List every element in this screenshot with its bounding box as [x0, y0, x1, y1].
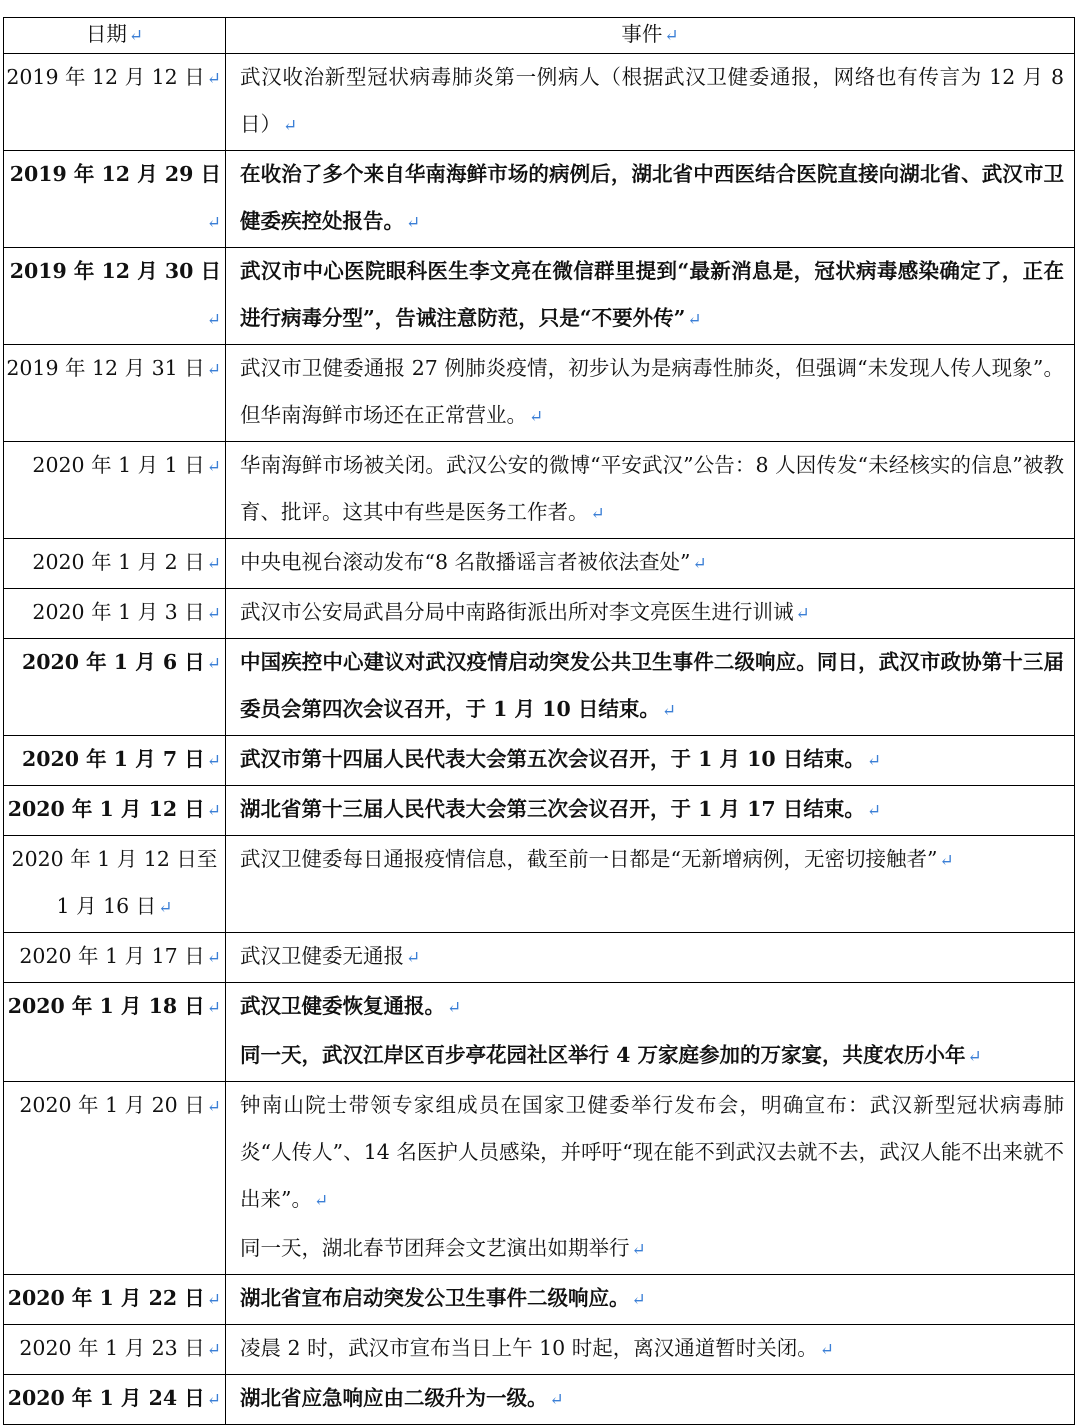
timeline-table	[3, 17, 1075, 1425]
event-paragraph	[240, 1275, 1064, 1324]
paragraph-mark-icon: ↵	[687, 310, 702, 330]
paragraph-mark-icon: ↵	[967, 1047, 982, 1067]
event-cell	[226, 1275, 1075, 1325]
paragraph-mark-icon: ↵	[549, 1390, 564, 1410]
paragraph-mark-icon: ↵	[447, 998, 462, 1018]
date-cell	[4, 736, 226, 786]
event-paragraph	[240, 248, 1064, 344]
event-cell	[226, 639, 1075, 736]
paragraph-mark-icon: ↵	[529, 407, 544, 427]
table-row	[4, 639, 1075, 736]
paragraph-mark-icon: ↵	[406, 213, 421, 233]
paragraph-mark-icon: ↵	[206, 801, 221, 821]
paragraph-mark-icon: ↵	[206, 1290, 221, 1310]
event-text: 武汉市卫健委通报 27 例肺炎疫情，初步认为是病毒性肺炎，但强调“未发现人传人现象”。但华南海鲜市场还在正常营业。	[240, 356, 1064, 427]
event-paragraph	[240, 151, 1064, 247]
event-paragraph	[240, 1225, 1064, 1274]
date-text: 2020 年 1 月 12 日至 1 月 16 日	[11, 847, 218, 918]
event-paragraph	[240, 933, 1064, 982]
paragraph-mark-icon: ↵	[283, 116, 298, 136]
date-cell	[4, 539, 226, 589]
date-text: 2020 年 1 月 17 日	[19, 944, 205, 968]
paragraph-mark-icon: ↵	[406, 948, 421, 968]
event-paragraph	[240, 54, 1064, 150]
event-text: 湖北省第十三届人民代表大会第三次会议召开，于 1 月 17 日结束。	[240, 797, 865, 821]
paragraph-mark-icon: ↵	[866, 751, 882, 771]
event-text: 华南海鲜市场被关闭。武汉公安的微博“平安武汉”公告：8 人因传发“未经核实的信息”被教育、批评。这其中有些是医务工作者。	[240, 453, 1064, 524]
event-cell	[226, 248, 1075, 345]
header-row	[4, 18, 1075, 54]
paragraph-mark-icon: ↵	[206, 69, 221, 89]
date-text: 2019 年 12 月 31 日	[6, 356, 205, 380]
paragraph-mark-icon: ↵	[206, 213, 221, 233]
paragraph-mark-icon: ↵	[158, 898, 173, 918]
date-text: 2020 年 1 月 7 日	[21, 747, 205, 771]
event-text: 武汉市第十四届人民代表大会第五次会议召开，于 1 月 10 日结束。	[240, 747, 865, 771]
date-text: 2020 年 1 月 6 日	[21, 650, 205, 674]
event-cell	[226, 345, 1075, 442]
paragraph-mark-icon: ↵	[206, 948, 221, 968]
event-paragraph	[240, 736, 1064, 785]
event-text: 武汉收治新型冠状病毒肺炎第一例病人（根据武汉卫健委通报，网络也有传言为 12 月 8 日）	[240, 65, 1064, 136]
table-row	[4, 248, 1075, 345]
event-cell	[226, 836, 1075, 933]
date-cell	[4, 589, 226, 639]
event-paragraph	[240, 1325, 1064, 1374]
paragraph-mark-icon: ↵	[313, 1191, 329, 1211]
paragraph-mark-icon: ↵	[631, 1290, 646, 1310]
event-text: 武汉卫健委无通报	[240, 944, 404, 968]
date-header-label: 日期	[85, 22, 127, 46]
event-text: 中国疾控中心建议对武汉疫情启动突发公共卫生事件二级响应。同日，武汉市政协第十三届委员会第四次会议召开，于 1 月 10 日结束。	[240, 650, 1064, 721]
event-paragraph	[240, 539, 1064, 588]
date-cell	[4, 248, 226, 345]
date-text: 2020 年 1 月 20 日	[19, 1093, 205, 1117]
date-text: 2019 年 12 月 12 日	[6, 65, 205, 89]
date-text: 2020 年 1 月 22 日	[7, 1286, 205, 1310]
timeline-body	[4, 54, 1075, 1425]
paragraph-mark-icon: ↵	[206, 604, 221, 624]
event-paragraph	[240, 639, 1064, 735]
paragraph-mark-icon: ↵	[206, 654, 221, 674]
event-cell	[226, 736, 1075, 786]
event-cell	[226, 983, 1075, 1082]
paragraph-mark-icon: ↵	[795, 604, 810, 624]
event-text: 湖北省应急响应由二级升为一级。	[240, 1386, 548, 1410]
paragraph-mark-icon: ↵	[866, 801, 882, 821]
event-cell	[226, 151, 1075, 248]
paragraph-mark-icon: ↵	[692, 554, 707, 574]
event-paragraph	[240, 442, 1064, 538]
paragraph-mark-icon: ↵	[206, 998, 221, 1018]
table-row	[4, 736, 1075, 786]
table-row	[4, 1275, 1075, 1325]
table-row	[4, 933, 1075, 983]
table-row	[4, 1082, 1075, 1275]
date-text: 2020 年 1 月 2 日	[32, 550, 205, 574]
paragraph-mark-icon: ↵	[819, 1340, 834, 1360]
event-cell	[226, 1325, 1075, 1375]
event-cell	[226, 786, 1075, 836]
table-row	[4, 539, 1075, 589]
event-text: 在收治了多个来自华南海鲜市场的病例后，湖北省中西医结合医院直接向湖北省、武汉市卫健委疾控处报告。	[240, 162, 1064, 233]
event-text: 湖北省宣布启动突发公卫生事件二级响应。	[240, 1286, 630, 1310]
paragraph-mark-icon: ↵	[206, 360, 221, 380]
table-row	[4, 983, 1075, 1082]
paragraph-mark-icon: ↵	[206, 554, 221, 574]
event-paragraph	[240, 836, 1064, 885]
paragraph-mark-icon: ↵	[128, 26, 144, 46]
date-text: 2020 年 1 月 23 日	[19, 1336, 205, 1360]
event-text: 武汉市公安局武昌分局中南路街派出所对李文亮医生进行训诫	[240, 600, 794, 624]
date-cell	[4, 1325, 226, 1375]
date-text: 2020 年 1 月 24 日	[7, 1386, 205, 1410]
table-row	[4, 54, 1075, 151]
date-text: 2019 年 12 月 29 日	[9, 162, 221, 186]
event-cell	[226, 589, 1075, 639]
table-row	[4, 1375, 1075, 1425]
event-text: 钟南山院士带领专家组成员在国家卫健委举行发布会，明确宣布：武汉新型冠状病毒肺炎“人传人”、14 名医护人员感染，并呼吁“现在能不到武汉去就不去，武汉人能不出来就不出来”。	[240, 1093, 1064, 1211]
table-row	[4, 345, 1075, 442]
table-row	[4, 442, 1075, 539]
event-text: 凌晨 2 时，武汉市宣布当日上午 10 时起，离汉通道暂时关闭。	[240, 1336, 818, 1360]
event-text: 武汉卫健委每日通报疫情信息，截至前一日都是“无新增病例，无密切接触者”	[240, 847, 938, 871]
table-row	[4, 836, 1075, 933]
event-text: 同一天，武汉江岸区百步亭花园社区举行 4 万家庭参加的万家宴，共度农历小年	[240, 1043, 966, 1067]
event-paragraph	[240, 345, 1064, 441]
event-paragraph	[240, 589, 1064, 638]
event-header-label: 事件	[621, 22, 663, 46]
event-paragraph	[240, 1082, 1064, 1225]
event-text: 同一天，湖北春节团拜会文艺演出如期举行	[240, 1236, 630, 1260]
event-cell	[226, 54, 1075, 151]
paragraph-mark-icon: ↵	[206, 457, 221, 477]
table-row	[4, 151, 1075, 248]
event-cell	[226, 933, 1075, 983]
document-page	[3, 17, 1074, 1425]
event-cell	[226, 1082, 1075, 1275]
event-paragraph	[240, 1375, 1064, 1424]
event-text: 武汉市中心医院眼科医生李文亮在微信群里提到“最新消息是，冠状病毒感染确定了，正在进行病毒分型”，告诫注意防范，只是“不要外传”	[240, 259, 1064, 330]
paragraph-mark-icon: ↵	[939, 851, 954, 871]
date-cell	[4, 983, 226, 1082]
date-cell	[4, 786, 226, 836]
table-row	[4, 786, 1075, 836]
paragraph-mark-icon: ↵	[206, 1340, 221, 1360]
paragraph-mark-icon: ↵	[631, 1240, 646, 1260]
event-text: 中央电视台滚动发布“8 名散播谣言者被依法查处”	[240, 550, 691, 574]
paragraph-mark-icon: ↵	[206, 1390, 221, 1410]
date-cell	[4, 1375, 226, 1425]
date-cell	[4, 1275, 226, 1325]
paragraph-mark-icon: ↵	[206, 751, 221, 771]
date-cell	[4, 345, 226, 442]
event-cell	[226, 442, 1075, 539]
event-paragraph	[240, 786, 1064, 835]
date-column-header	[4, 18, 226, 54]
paragraph-mark-icon: ↵	[206, 1097, 221, 1117]
date-cell	[4, 639, 226, 736]
date-cell	[4, 1082, 226, 1275]
event-column-header	[226, 18, 1075, 54]
paragraph-mark-icon: ↵	[590, 504, 605, 524]
paragraph-mark-icon: ↵	[206, 310, 221, 330]
table-row	[4, 589, 1075, 639]
event-cell	[226, 539, 1075, 589]
date-text: 2020 年 1 月 12 日	[7, 797, 205, 821]
date-text: 2019 年 12 月 30 日	[9, 259, 221, 283]
paragraph-mark-icon: ↵	[661, 701, 677, 721]
date-cell	[4, 442, 226, 539]
date-cell	[4, 151, 226, 248]
date-cell	[4, 54, 226, 151]
event-cell	[226, 1375, 1075, 1425]
event-paragraph	[240, 983, 1064, 1032]
event-text: 武汉卫健委恢复通报。	[240, 994, 445, 1018]
date-cell	[4, 933, 226, 983]
date-text: 2020 年 1 月 18 日	[7, 994, 205, 1018]
table-row	[4, 1325, 1075, 1375]
event-paragraph	[240, 1032, 1064, 1081]
date-text: 2020 年 1 月 1 日	[32, 453, 205, 477]
paragraph-mark-icon: ↵	[664, 26, 679, 46]
date-cell	[4, 836, 226, 933]
date-text: 2020 年 1 月 3 日	[32, 600, 205, 624]
